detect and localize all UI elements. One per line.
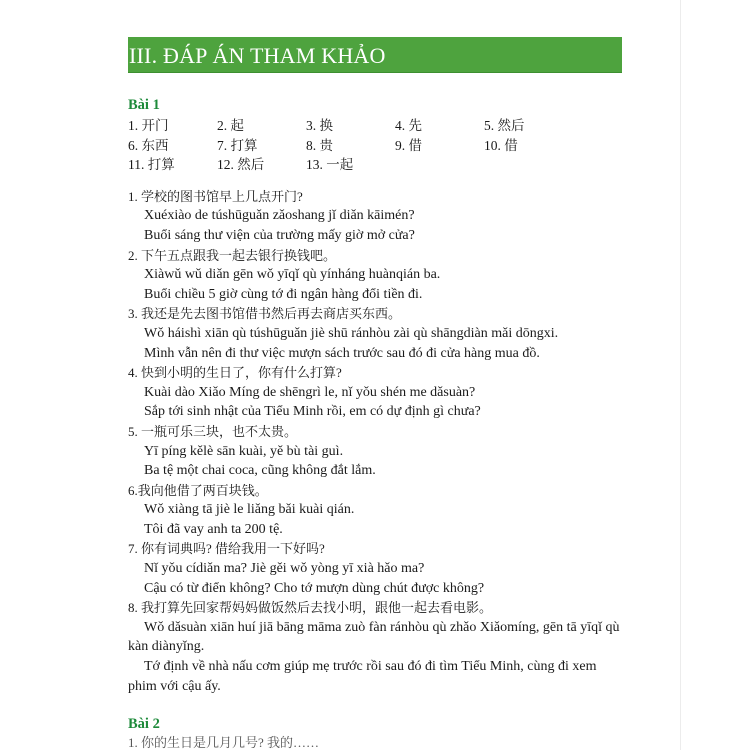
chinese-sentence: 3. 我还是先去图书馆借书然后再去商店买东西。 [128,306,402,322]
chinese-sentence: 5. 一瓶可乐三块，也不太贵。 [128,423,298,439]
vocab-item: 6. 东西 [128,137,169,153]
vietnamese-translation: Buổi chiều 5 giờ cùng tớ đi ngân hàng đổi tiền đi. [144,286,423,302]
section-title: III. ĐÁP ÁN THAM KHẢO [129,42,386,68]
vocab-item: 9. 借 [395,137,422,153]
chinese-sentence: 8. 我打算先回家帮妈妈做饭然后去找小明，跟他一起去看电影。 [128,600,493,616]
pinyin-line: Xuéxiào de túshūguǎn zǎoshang jǐ diǎn kāimén? [144,208,415,224]
vocab-item: 1. 开门 [128,118,169,133]
pinyin-line: Yī píng kělè sān kuài, yě bù tài guì. [144,443,344,459]
pinyin-line: Xiàwǔ wǔ diǎn gēn wǒ yīqǐ qù yínháng huànqián ba. [144,267,441,283]
vocab-item: 10. 借 [484,137,518,153]
answer-item [128,304,622,363]
chinese-sentence: 7. 你有词典吗? 借给我用一下好吗? [128,541,325,557]
chinese-sentence: 6.我向他借了两百块钱。 [128,482,268,498]
chinese-sentence: 2. 下午五点跟我一起去银行换钱吧。 [128,247,337,263]
answer-item [128,363,622,422]
vietnamese-translation: Buổi sáng thư viện của trường mấy giờ mở cửa? [144,227,415,243]
chinese-sentence: 4. 快到小明的生日了，你有什么打算? [128,365,342,381]
vocab-item: 4. 先 [395,118,422,133]
answer-item [128,422,622,481]
vocab-item: 13. 一起 [306,157,354,173]
vietnamese-translation: Tôi đã vay anh ta 200 tệ. [144,521,283,537]
vocab-item: 3. 换 [306,118,333,133]
answer-item [128,598,622,696]
vietnamese-translation: Cậu có từ điển không? Cho tớ mượn dùng chút được không? [144,580,485,596]
answer-item [128,246,622,305]
vocab-answer-grid [128,116,622,175]
pinyin-line: Wǒ háishì xiān qù túshūguǎn jiè shū ránhòu zài qù shāngdiàn mǎi dōngxi. [144,325,559,341]
answer-item [128,481,622,540]
pinyin-line: Wǒ dǎsuàn xiān huí jiā bāng māma zuò fàn ránhòu qù zhǎo Xiǎomíng, gēn tā yīqǐ qù kàn diànyǐng. [128,619,620,655]
vocab-item: 7. 打算 [217,137,258,153]
answer-item [128,539,622,598]
pinyin-line: Nǐ yǒu cídiǎn ma? Jiè gěi wǒ yòng yī xià hǎo ma? [144,561,425,577]
vietnamese-translation: Ba tệ một chai coca, cũng không đắt lắm. [144,463,376,479]
vietnamese-translation: Sắp tới sinh nhật của Tiểu Minh rồi, em có dự định gì chưa? [144,404,481,420]
vocab-item: 2. 起 [217,118,244,133]
pinyin-line: Kuài dào Xiǎo Míng de shēngrì le, nǐ yǒu shén me dǎsuàn? [144,384,476,400]
exercise-2-first-line-partial: 1. 你的生日是几月几号? 我的…… [128,735,320,751]
pinyin-line: Wǒ xiàng tā jiè le liǎng bǎi kuài qián. [144,502,355,518]
page-edge-divider [680,0,681,750]
section-banner [128,37,622,73]
vocab-item: 5. 然后 [484,118,525,133]
vocab-item: 8. 贵 [306,137,333,153]
answer-item [128,187,622,246]
chinese-sentence: 1. 学校的图书馆早上几点开门? [128,188,303,204]
document-page [128,37,622,751]
vocab-item: 12. 然后 [217,157,265,173]
exercise-2-title: Bài 2 [128,716,160,733]
vietnamese-translation: Mình vẫn nên đi thư việc mượn sách trước sau đó đi cửa hàng mua đồ. [144,345,540,361]
vocab-item: 11. 打算 [128,157,175,173]
answer-sentences [128,187,622,696]
exercise-1-title: Bài 1 [128,97,160,113]
vietnamese-translation: Tớ định về nhà nấu cơm giúp mẹ trước rồi sau đó đi tìm Tiểu Minh, cùng đi xem phim với cậu ấy. [128,659,597,694]
